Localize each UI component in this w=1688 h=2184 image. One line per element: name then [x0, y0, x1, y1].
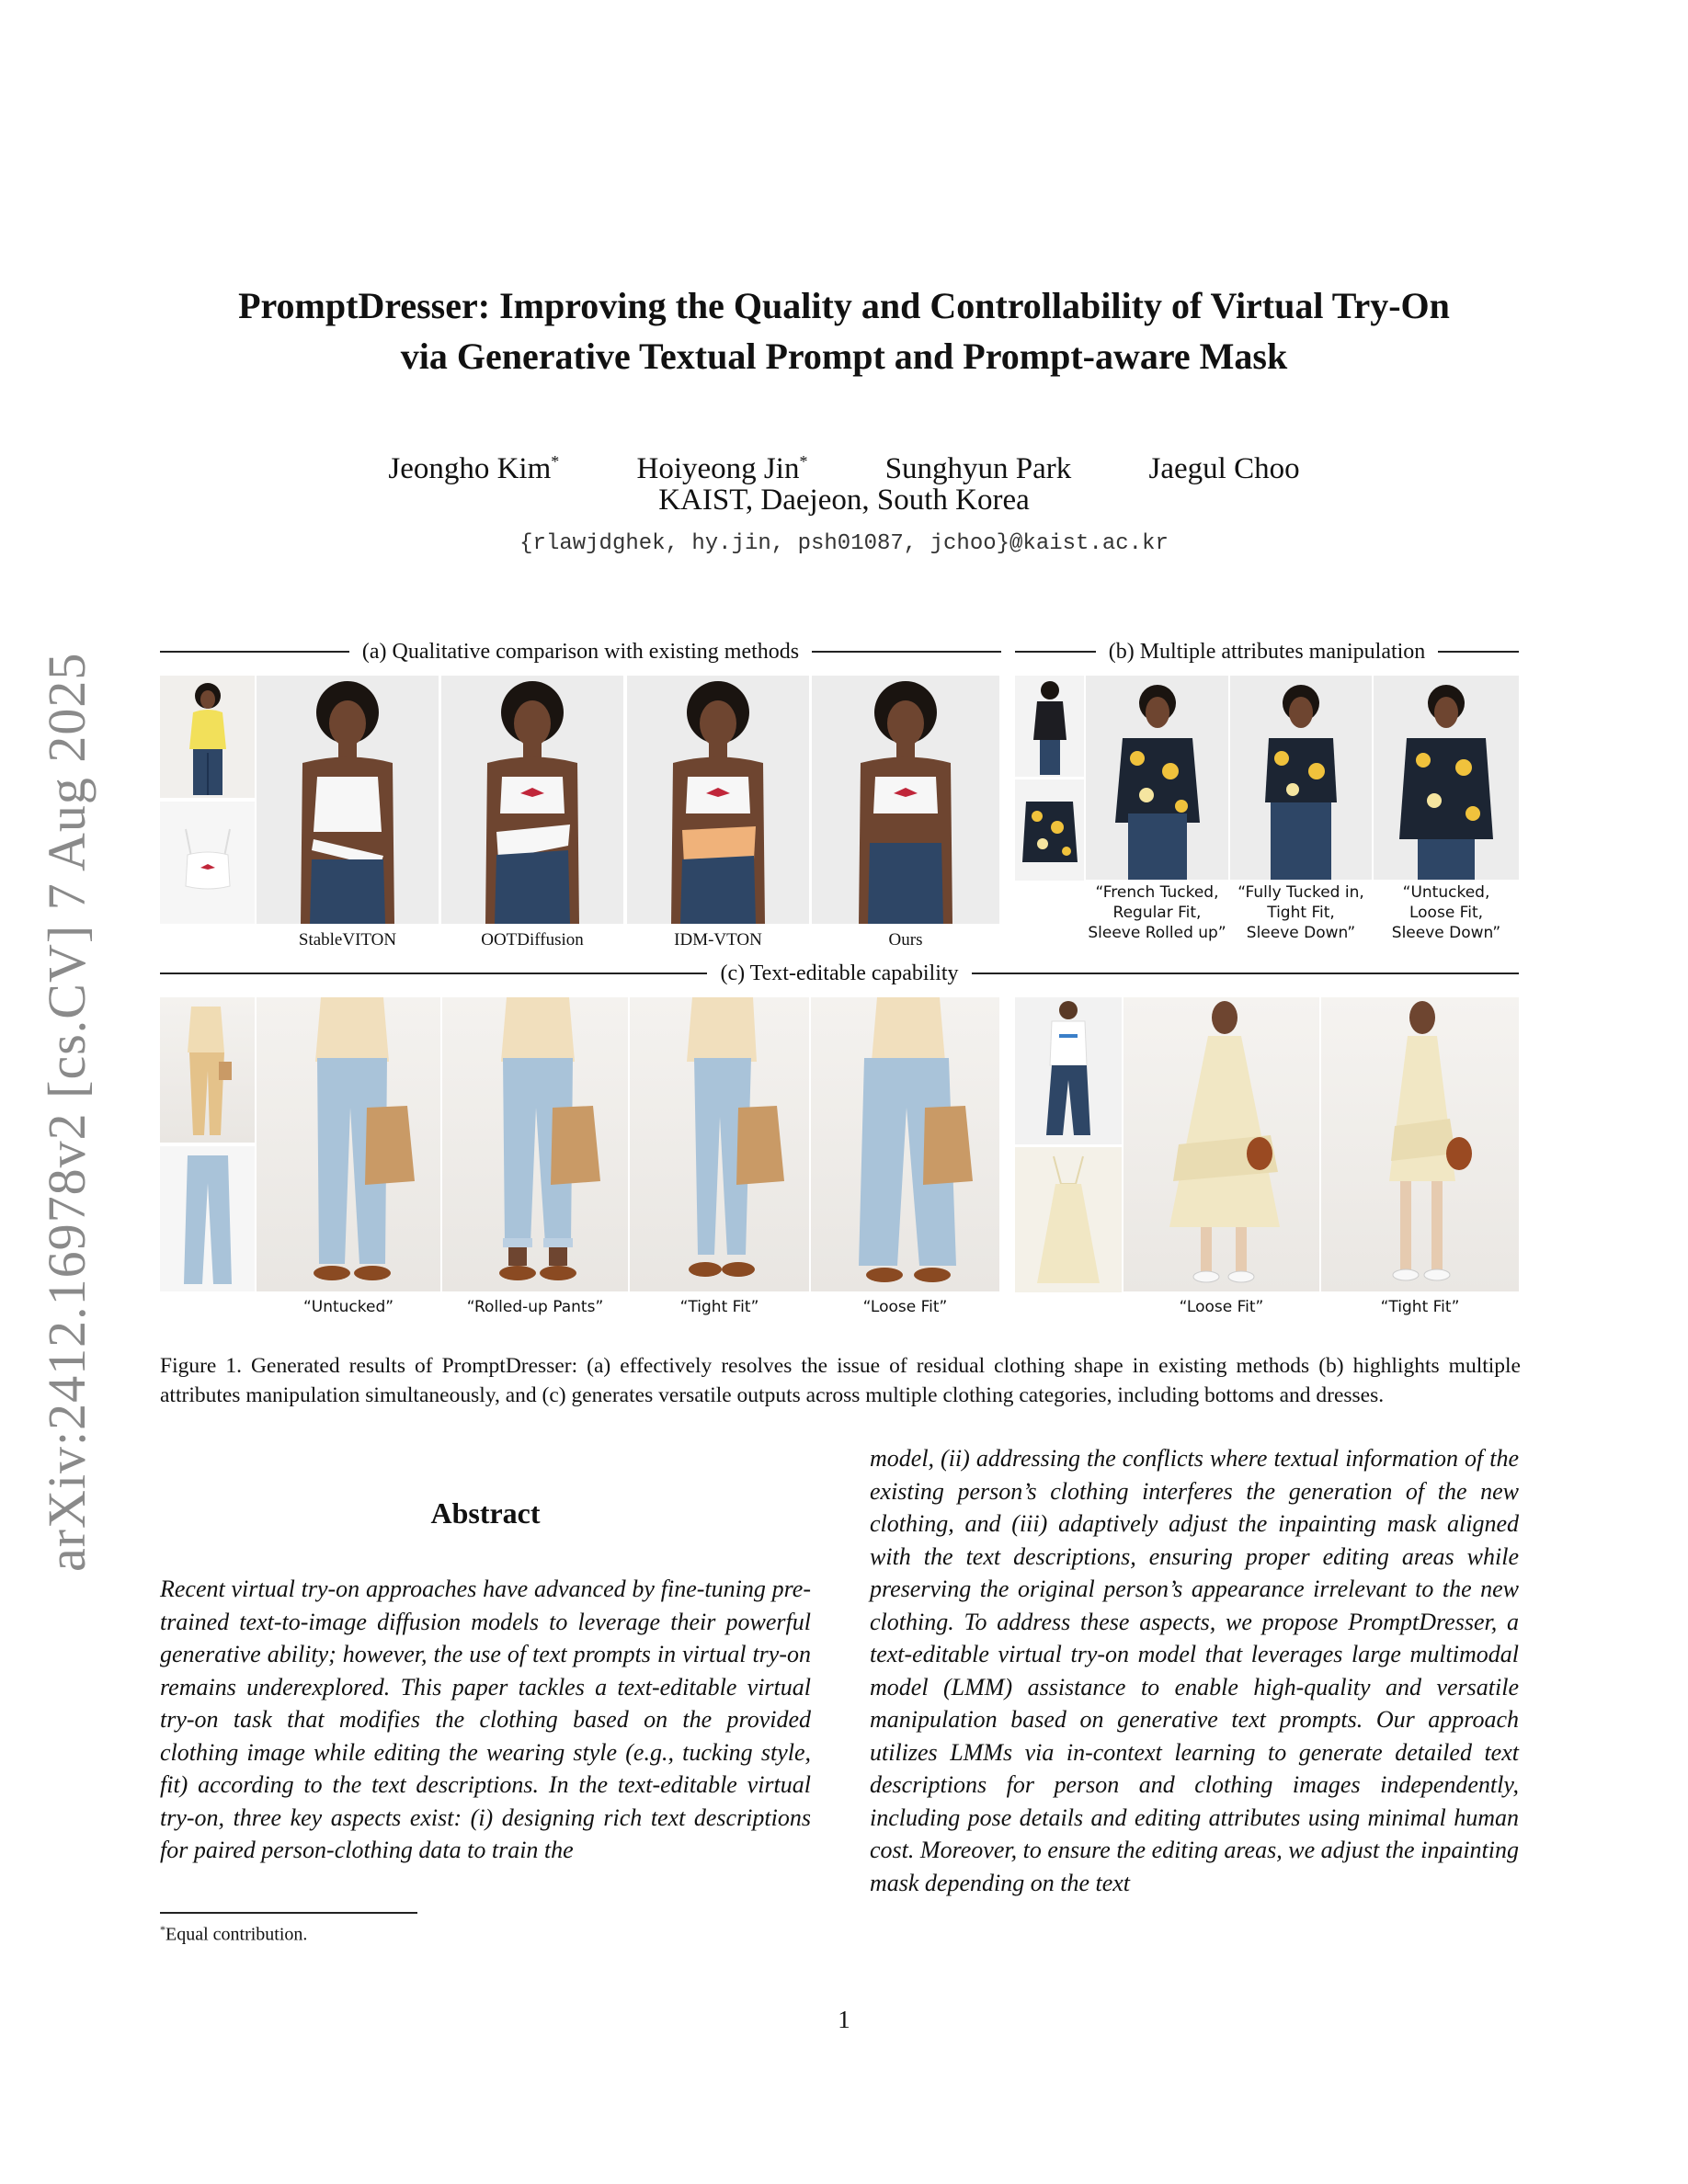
- attr-prompt-3: “Untucked, Loose Fit, Sleeve Down”: [1391, 883, 1501, 942]
- dress-result-loose-fit: [1123, 997, 1319, 1291]
- section-a-header: (a) Qualitative comparison with existing methods: [160, 638, 1001, 665]
- dress-result-tight-fit: [1321, 997, 1519, 1291]
- pants-prompt-4: “Loose Fit”: [862, 1298, 948, 1316]
- pants-prompt-3: “Tight Fit”: [679, 1298, 759, 1316]
- dress-prompt-2: “Tight Fit”: [1380, 1298, 1460, 1316]
- section-c-header: (c) Text-editable capability: [160, 960, 1519, 987]
- cloth-input-b: [1015, 779, 1084, 881]
- cloth-input-pants: [160, 1146, 255, 1291]
- abstract-right-column: [870, 1442, 1519, 1899]
- author-1: Jeongho Kim*: [388, 452, 560, 485]
- title-line-2: via Generative Textual Prompt and Prompt-aware Mask: [400, 336, 1288, 377]
- email-line: {rlawjdghek, hy.jin, psh01087, jchoo}@kaist.ac.kr: [519, 531, 1169, 556]
- abstract-heading: Abstract: [430, 1496, 541, 1530]
- result-stableviton: [257, 676, 439, 924]
- person-input-dress: [1015, 997, 1122, 1144]
- paper-title: [0, 280, 1688, 381]
- pants-prompt-1: “Untucked”: [302, 1298, 394, 1316]
- abstract-text-left: Recent virtual try-on approaches have advanced by fine-tuning pre-trained text-to-image diffusion models to leverage their powerful generative ability; however, the use of text prompts in virtual try-on remains underexplored. This paper tackles a text-editable virtual try-on task that modifies the clothing based on the provided clothing image while editing the wearing style (e.g., tucking style, fit) according to the text descriptions. In the text-editable virtual try-on, three key aspects exist: (i) designing rich text descriptions for paired person-clothing data to train the: [160, 1575, 811, 1863]
- abstract-left-column: [160, 1573, 811, 1867]
- attr-prompt-2: “Fully Tucked in, Tight Fit, Sleeve Down”: [1237, 883, 1364, 942]
- person-input-pants: [160, 997, 255, 1143]
- result-ootdiffusion: [441, 676, 623, 924]
- result-ours: [812, 676, 999, 924]
- abstract-text-right: model, (ii) addressing the conflicts where textual information of the existing person’s clothing interferes the generation of the new clothing, and (iii) adaptively adjust the inpainting mask aligned with the text descriptions, ensuring proper editing areas while preserving the original person’s appearance irrelevant to the new clothing. To address these aspects, we propose PromptDresser, a text-editable virtual try-on model that leverages large multimodal model (LMM) assistance to enable high-quality and versatile manipulation based on generative text prompts. Our approach utilizes LMMs via in-context learning to generate detailed text descriptions for person and clothing images independently, including pose details and editing attributes using minimal human cost. Moreover, to ensure the editing areas, we adjust the inpainting mask depending on the text: [870, 1445, 1519, 1896]
- pants-result-untucked: [257, 997, 440, 1291]
- author-3: Sunghyun Park: [884, 452, 1072, 485]
- dress-prompt-1: “Loose Fit”: [1179, 1298, 1264, 1316]
- author-2: Hoiyeong Jin*: [636, 452, 808, 485]
- method-label-idm-vton: IDM-VTON: [674, 930, 762, 950]
- method-label-ours: Ours: [888, 930, 923, 950]
- attr-result-2: [1230, 676, 1372, 880]
- affiliation: KAIST, Daejeon, South Korea: [658, 483, 1030, 517]
- pants-result-loose-fit: [811, 997, 999, 1291]
- pants-result-rolled-up: [442, 997, 628, 1291]
- author-4: Jaegul Choo: [1148, 452, 1300, 485]
- figure-caption: Figure 1. Generated results of PromptDresser: (a) effectively resolves the issue of residual clothing shape in existing methods (b) highlights multiple attributes manipulation simultaneously, and (c) generates versatile outputs across multiple clothing categories, including bottoms and dresses.: [160, 1354, 1521, 1407]
- footnote-rule: [160, 1912, 417, 1914]
- result-idm-vton: [627, 676, 809, 924]
- pants-result-tight-fit: [630, 997, 809, 1291]
- attr-result-3: [1374, 676, 1519, 880]
- page-number: 1: [838, 2006, 850, 2033]
- cloth-input-dress: [1015, 1147, 1122, 1292]
- attr-prompt-1: “French Tucked, Regular Fit, Sleeve Rolled up”: [1088, 883, 1226, 942]
- title-line-1: PromptDresser: Improving the Quality and Controllability of Virtual Try-On: [238, 285, 1450, 326]
- section-b-header: (b) Multiple attributes manipulation: [1015, 638, 1519, 665]
- person-input-b: [1015, 676, 1084, 777]
- cloth-input-image: [160, 802, 255, 924]
- method-label-ootdiffusion: OOTDiffusion: [481, 930, 584, 950]
- pants-prompt-2: “Rolled-up Pants”: [466, 1298, 604, 1316]
- attr-result-1: [1086, 676, 1228, 880]
- footnote: *Equal contribution.: [160, 1923, 308, 1945]
- method-label-stableviton: StableVITON: [298, 930, 397, 950]
- person-input-image: [160, 676, 255, 798]
- arxiv-stamp: arXiv:2412.16978v2 [cs.CV] 7 Aug 2025: [37, 652, 97, 1572]
